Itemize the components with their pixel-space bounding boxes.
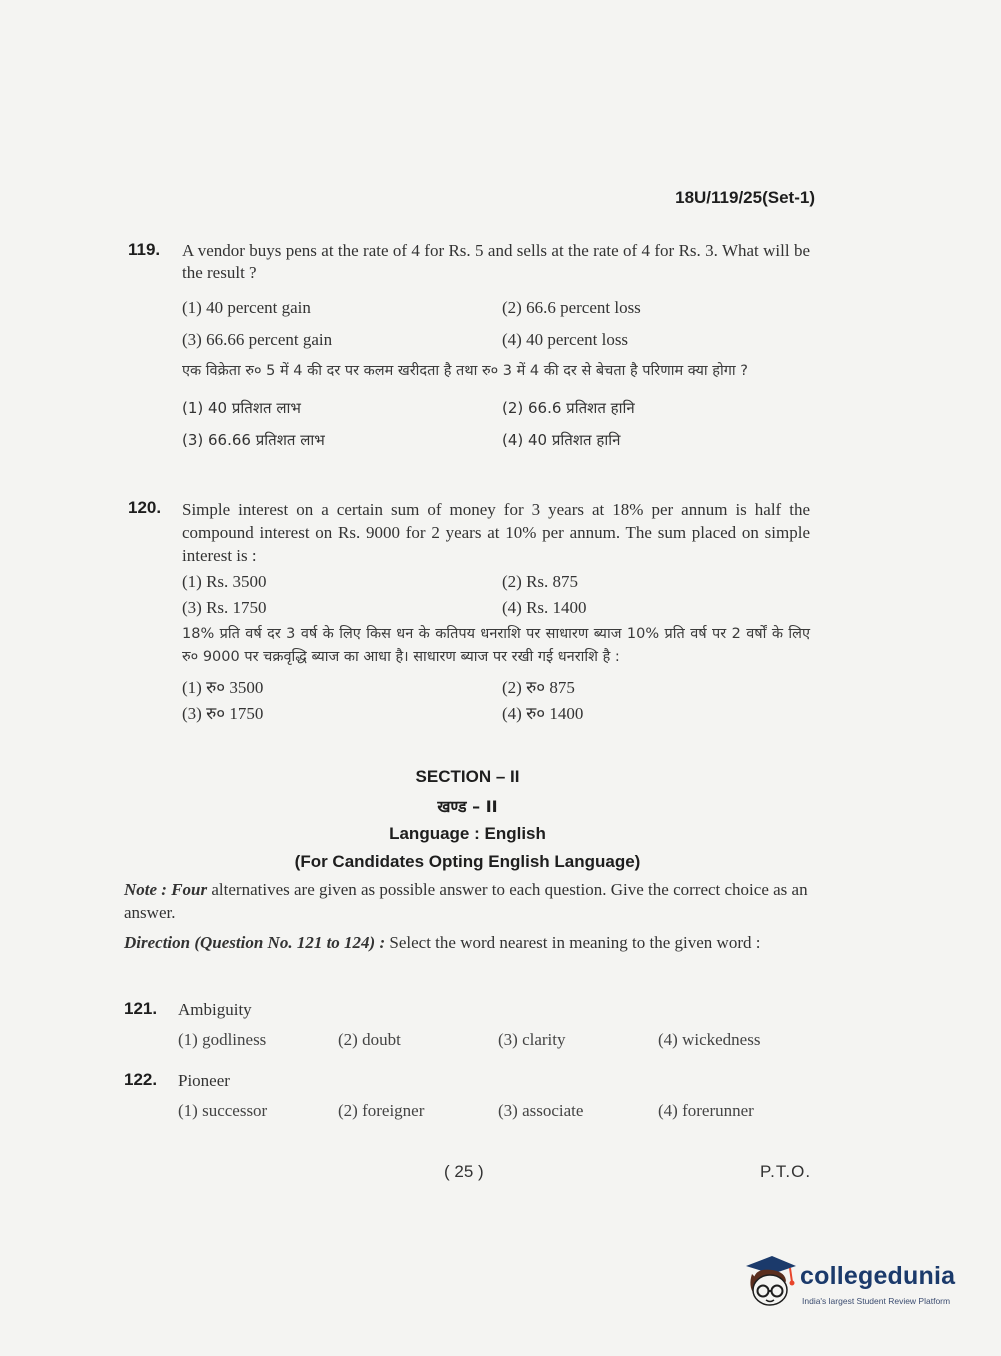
option-2: (2) Rs. 875 xyxy=(502,572,579,591)
question-word: Ambiguity xyxy=(178,1000,252,1019)
option-2-hi: (2) 66.6 प्रतिशत हानि xyxy=(502,399,635,417)
question-122 xyxy=(124,1070,806,1126)
option-1: (1) godliness xyxy=(178,1030,267,1049)
option-2: (2) 66.6 percent loss xyxy=(502,298,641,317)
note xyxy=(124,878,808,924)
option-1: (1) 40 percent gain xyxy=(182,298,311,317)
options-hi xyxy=(182,675,810,727)
note-emphasis: Four xyxy=(171,880,208,899)
collegedunia-watermark xyxy=(742,1252,972,1314)
section-subtitle: (For Candidates Opting English Language) xyxy=(294,852,641,871)
option-2-hi: (2) रु० 875 xyxy=(502,678,575,697)
direction-label: Direction (Question No. 121 to 124) : xyxy=(124,933,386,952)
question-text-en: Simple interest on a certain sum of money for 3 years at 18% per annum is half the compound interest on Rs. 9000 for 2 years at 10% per annum. The sum placed on simple interest is : xyxy=(182,500,810,565)
option-3: (3) Rs. 1750 xyxy=(182,598,267,617)
question-text-en: A vendor buys pens at the rate of 4 for Rs. 5 and sells at the rate of 4 for Rs. 3. What will be the result ? xyxy=(182,241,810,282)
option-3: (3) clarity xyxy=(498,1030,566,1049)
option-4-hi: (4) रु० 1400 xyxy=(502,704,584,723)
question-119 xyxy=(128,240,810,456)
question-120 xyxy=(128,498,810,727)
question-121 xyxy=(124,999,806,1055)
question-word: Pioneer xyxy=(178,1071,230,1090)
question-number: 120. xyxy=(128,498,162,517)
note-label: Note : xyxy=(124,880,167,899)
brand-name: collegedunia xyxy=(800,1262,956,1290)
option-3-hi: (3) रु० 1750 xyxy=(182,704,264,723)
direction xyxy=(124,931,808,954)
paper-code: 18U/119/25(Set-1) xyxy=(675,188,815,207)
page-number: ( 25 ) xyxy=(444,1162,484,1181)
question-number: 122. xyxy=(124,1070,158,1089)
option-4: (4) forerunner xyxy=(658,1101,754,1120)
question-text-hi: एक विक्रेता रु० 5 में 4 की दर पर कलम खरीदता है तथा रु० 3 में 4 की दर से बेचता है परिणाम क्या होगा ? xyxy=(182,363,748,379)
section-subject: Language : English xyxy=(389,824,546,843)
brand-tagline: India's largest Student Review Platform xyxy=(802,1296,951,1306)
option-1: (1) successor xyxy=(178,1101,268,1120)
option-4: (4) 40 percent loss xyxy=(502,330,629,349)
option-1-hi: (1) 40 प्रतिशत लाभ xyxy=(182,399,301,417)
option-1: (1) Rs. 3500 xyxy=(182,572,267,591)
question-number: 121. xyxy=(124,999,158,1018)
options-en xyxy=(182,292,810,356)
direction-text: Select the word nearest in meaning to the given word : xyxy=(389,933,761,952)
question-text-hi: 18% प्रति वर्ष दर 3 वर्ष के लिए किस धन के कतिपय धनराशि पर साधारण ब्याज 10% प्रति वर्ष पर 2 वर्षों के लिए रु० 9000 पर चक्रवृद्धि ब्याज का आधा है। साधारण ब्याज पर रखी गई धनराशि है : xyxy=(182,626,810,665)
option-4-hi: (4) 40 प्रतिशत हानि xyxy=(502,431,621,449)
options xyxy=(178,1096,806,1126)
option-1-hi: (1) रु० 3500 xyxy=(182,678,264,697)
option-3-hi: (3) 66.66 प्रतिशत लाभ xyxy=(182,431,325,449)
option-3: (3) associate xyxy=(498,1101,584,1120)
option-4: (4) wickedness xyxy=(658,1030,761,1049)
options-en xyxy=(182,569,810,621)
note-text: alternatives are given as possible answer to each question. Give the correct choice as an answer. xyxy=(124,880,808,922)
option-3: (3) 66.66 percent gain xyxy=(182,330,333,349)
options xyxy=(178,1025,806,1055)
option-2: (2) doubt xyxy=(338,1030,401,1049)
section-title: SECTION – II xyxy=(415,767,520,786)
question-number: 119. xyxy=(128,240,161,259)
mascot-logo-icon xyxy=(742,1252,798,1308)
pto-label: P.T.O. xyxy=(760,1162,812,1181)
options-hi xyxy=(182,392,810,456)
option-4: (4) Rs. 1400 xyxy=(502,598,587,617)
option-2: (2) foreigner xyxy=(338,1101,425,1120)
section-title-hi: खण्ड – II xyxy=(437,797,498,816)
